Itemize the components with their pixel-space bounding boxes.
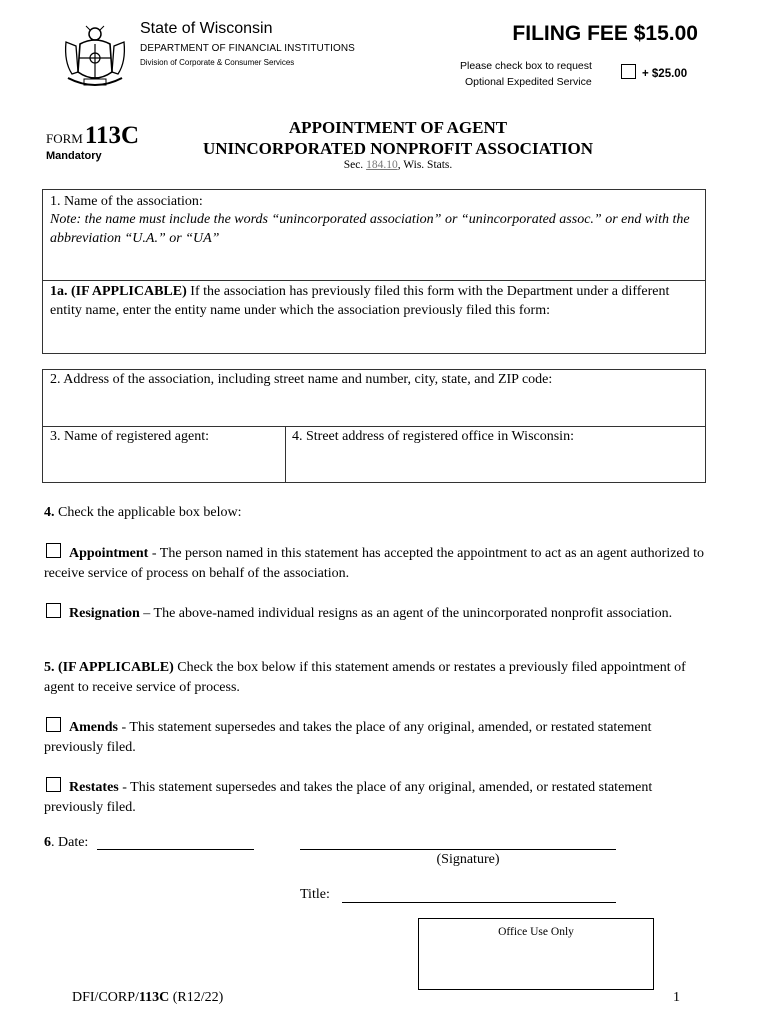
section5-heading: 5. (IF APPLICABLE) Check the box below if this statement amends or restates a previously filed appointment of agent to receive service of process. — [44, 660, 686, 695]
appointment-option: Appointment - The person named in this statement has accepted the appointment to act as an agent authorized to receive service of process on behalf of the association. — [44, 543, 708, 584]
signature-caption: (Signature) — [436, 852, 500, 867]
state-name: State of Wisconsin — [140, 20, 273, 37]
department-name: DEPARTMENT OF FINANCIAL INSTITUTIONS — [140, 43, 355, 54]
divider — [42, 426, 706, 427]
statute-link[interactable]: 184.10 — [366, 159, 398, 171]
mandatory-label: Mandatory — [46, 150, 102, 162]
association-address-label: 2. Address of the association, including street name and number, city, state, and ZIP code: — [50, 372, 553, 387]
divider — [42, 280, 706, 281]
form-number-value: 113C — [84, 122, 140, 149]
page-subtitle: UNINCORPORATED NONPROFIT ASSOCIATION — [202, 139, 594, 158]
office-use-label: Office Use Only — [498, 926, 574, 938]
resignation-option: Resignation – The above-named individual resigns as an agent of the unincorporated nonprofit association. — [44, 603, 708, 624]
signature-field[interactable] — [300, 849, 616, 850]
amends-option: Amends - This statement supersedes and takes the place of any original, amended, or restated statement previously filed. — [44, 717, 708, 758]
amends-checkbox[interactable] — [46, 717, 61, 732]
page-number: 1 — [673, 990, 680, 1005]
page-title: APPOINTMENT OF AGENT — [288, 118, 508, 137]
form-label: FORM — [46, 131, 83, 146]
registered-office-label: 4. Street address of registered office in Wisconsin: — [292, 429, 574, 444]
statute-reference: Sec. 184.10, Wis. Stats. — [343, 159, 453, 171]
resignation-checkbox[interactable] — [46, 603, 61, 618]
title-label: Title: — [300, 887, 330, 902]
divider — [285, 426, 286, 483]
expedite-fee: + $25.00 — [642, 68, 688, 80]
section4-heading: 4. Check the applicable box below: — [44, 505, 242, 520]
title-field[interactable] — [342, 902, 616, 903]
wisconsin-seal-icon — [62, 22, 128, 92]
expedite-service-label: Optional Expedited Service — [465, 76, 592, 88]
form-code: DFI/CORP/113C (R12/22) — [72, 990, 224, 1005]
registered-agent-label: 3. Name of registered agent: — [50, 429, 209, 444]
restates-checkbox[interactable] — [46, 777, 61, 792]
expedite-checkbox[interactable] — [621, 64, 636, 79]
association-name-note: Note: the name must include the words “unincorporated association” or “unincorporated assoc.” or end with the abbreviation “U.A.” or “UA” — [50, 212, 690, 246]
previous-entity-name-label: 1a. (IF APPLICABLE) If the association has previously filed this form with the Department under a different entity name, enter the entity name under which the association previously filed this form: — [50, 284, 670, 318]
appointment-checkbox[interactable] — [46, 543, 61, 558]
date-field[interactable] — [97, 849, 254, 850]
association-name-label: 1. Name of the association: — [50, 194, 203, 209]
division-name: Division of Corporate & Consumer Services — [140, 58, 295, 67]
restates-option: Restates - This statement supersedes and takes the place of any original, amended, or restated statement previously filed. — [44, 777, 708, 818]
expedite-instruction: Please check box to request — [460, 60, 592, 72]
date-label: 6. Date: — [44, 835, 89, 850]
filing-fee: FILING FEE $15.00 — [512, 22, 698, 45]
